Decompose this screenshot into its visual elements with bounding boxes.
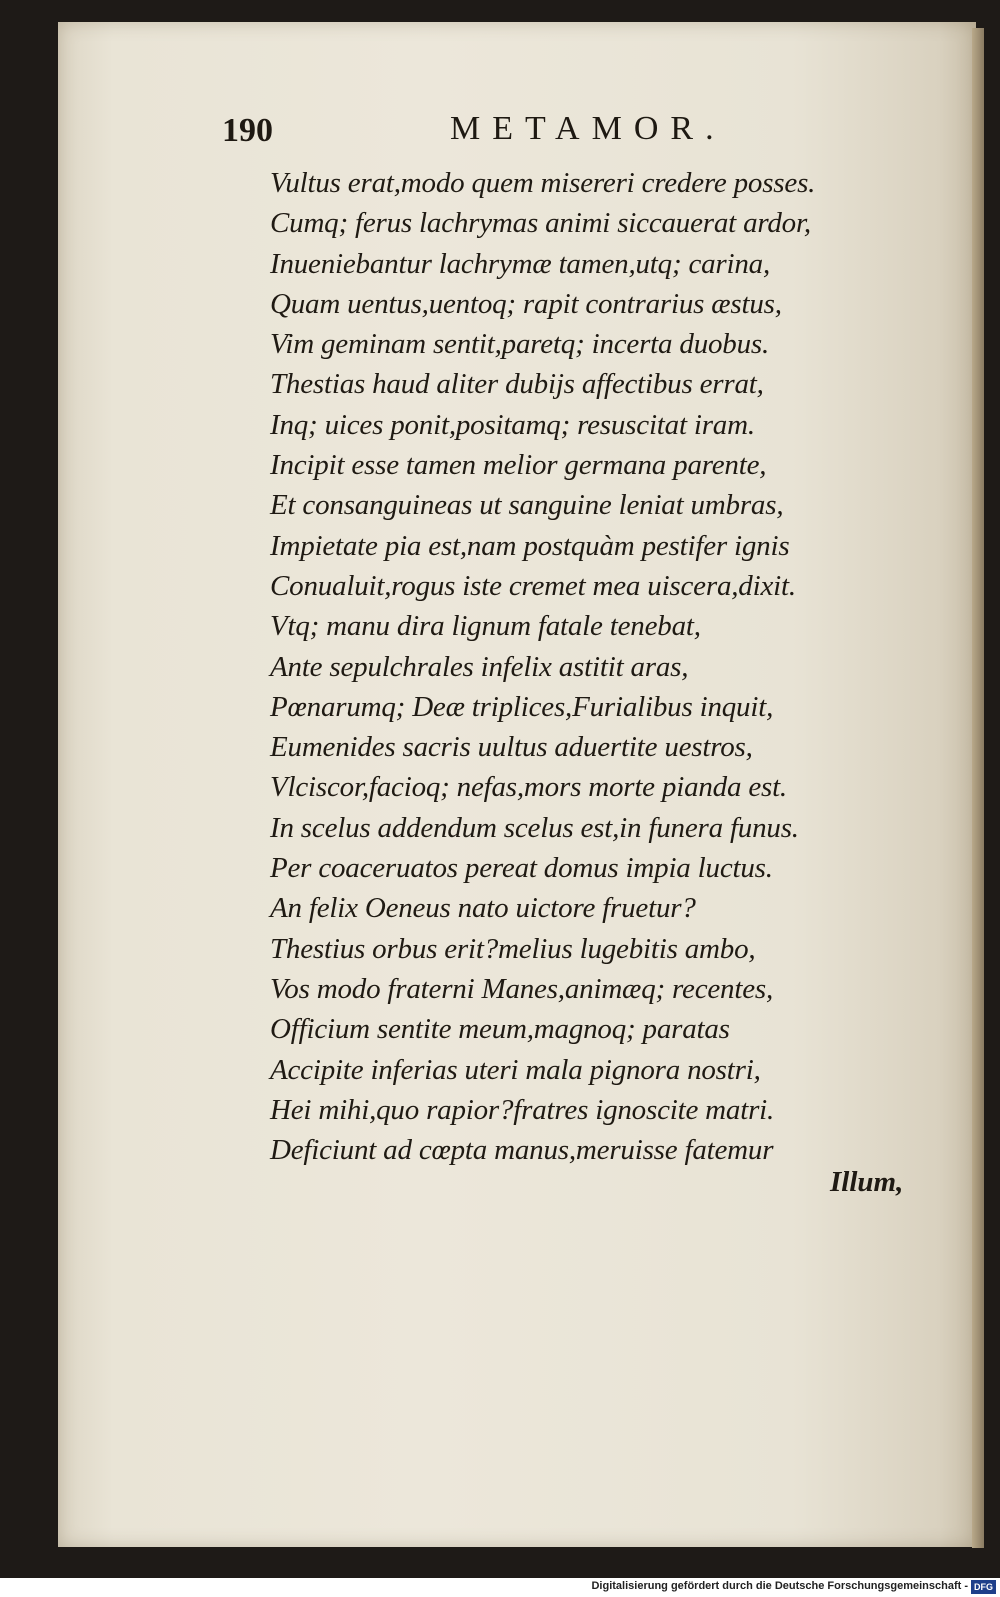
verse-line: Cumq; ferus lachrymas animi siccauerat ardor,: [270, 207, 811, 240]
verse-line: Et consanguineas ut sanguine leniat umbras,: [270, 489, 784, 522]
verse-line: Accipite inferias uteri mala pignora nostri,: [270, 1053, 761, 1086]
verse-line: Vlciscor,facioq; nefas,mors morte pianda est.: [270, 771, 787, 804]
verse-line: Vim geminam sentit,paretq; incerta duobus.: [270, 328, 770, 361]
verse-line: Ante sepulchrales infelix astitit aras,: [270, 650, 689, 683]
verse-line: Vultus erat,modo quem misereri credere posses.: [270, 167, 816, 199]
verse-line: Eumenides sacris uultus aduertite uestros,: [270, 731, 753, 764]
facing-page-edge: [972, 28, 984, 1548]
verse-line: Conualuit,rogus iste cremet mea uiscera,dixit.: [270, 569, 796, 602]
verse-line: Inq; uices ponit,positamq; resuscitat iram.: [270, 408, 755, 441]
page-header: [222, 110, 822, 160]
verse-line: In scelus addendum scelus est,in funera funus.: [270, 811, 799, 844]
verse-line: Officium sentite meum,magnoq; paratas: [270, 1013, 730, 1046]
verse-text: [270, 163, 890, 1170]
verse-line: Pœnarumq; Deæ triplices,Furialibus inquit,: [270, 690, 774, 723]
verse-line: Inueniebantur lachrymæ tamen,utq; carina,: [270, 247, 771, 280]
dfg-logo-icon: DFG: [971, 1580, 996, 1594]
verse-line: Quam uentus,uentoq; rapit contrarius æstus,: [270, 287, 782, 320]
catchword: Illum,: [830, 1166, 904, 1198]
verse-line: An felix Oeneus nato uictore fruetur?: [270, 892, 696, 925]
page-number: 190: [222, 112, 273, 149]
verse-line: Impietate pia est,nam postquàm pestifer ignis: [270, 529, 790, 562]
digitization-credit: Digitalisierung gefördert durch die Deutsche Forschungsgemeinschaft -: [591, 1580, 968, 1592]
verse-line: Vos modo fraterni Manes,animæq; recentes,: [270, 972, 773, 1005]
show-through-from-facing-page: [880, 150, 970, 1150]
verse-line: Thestius orbus erit?melius lugebitis ambo,: [270, 932, 756, 965]
verse-line: Deficiunt ad cœpta manus,meruisse fatemur: [270, 1134, 774, 1167]
verse-line: Incipit esse tamen melior germana parente,: [270, 449, 767, 482]
verse-line: Hei mihi,quo rapior?fratres ignoscite matri.: [270, 1093, 775, 1126]
running-title: METAMOR.: [450, 110, 726, 147]
verse-line: Thestias haud aliter dubijs affectibus errat,: [270, 368, 764, 401]
verse-line: Vtq; manu dira lignum fatale tenebat,: [270, 610, 701, 643]
verse-line: Per coaceruatos pereat domus impia luctus.: [270, 852, 773, 885]
